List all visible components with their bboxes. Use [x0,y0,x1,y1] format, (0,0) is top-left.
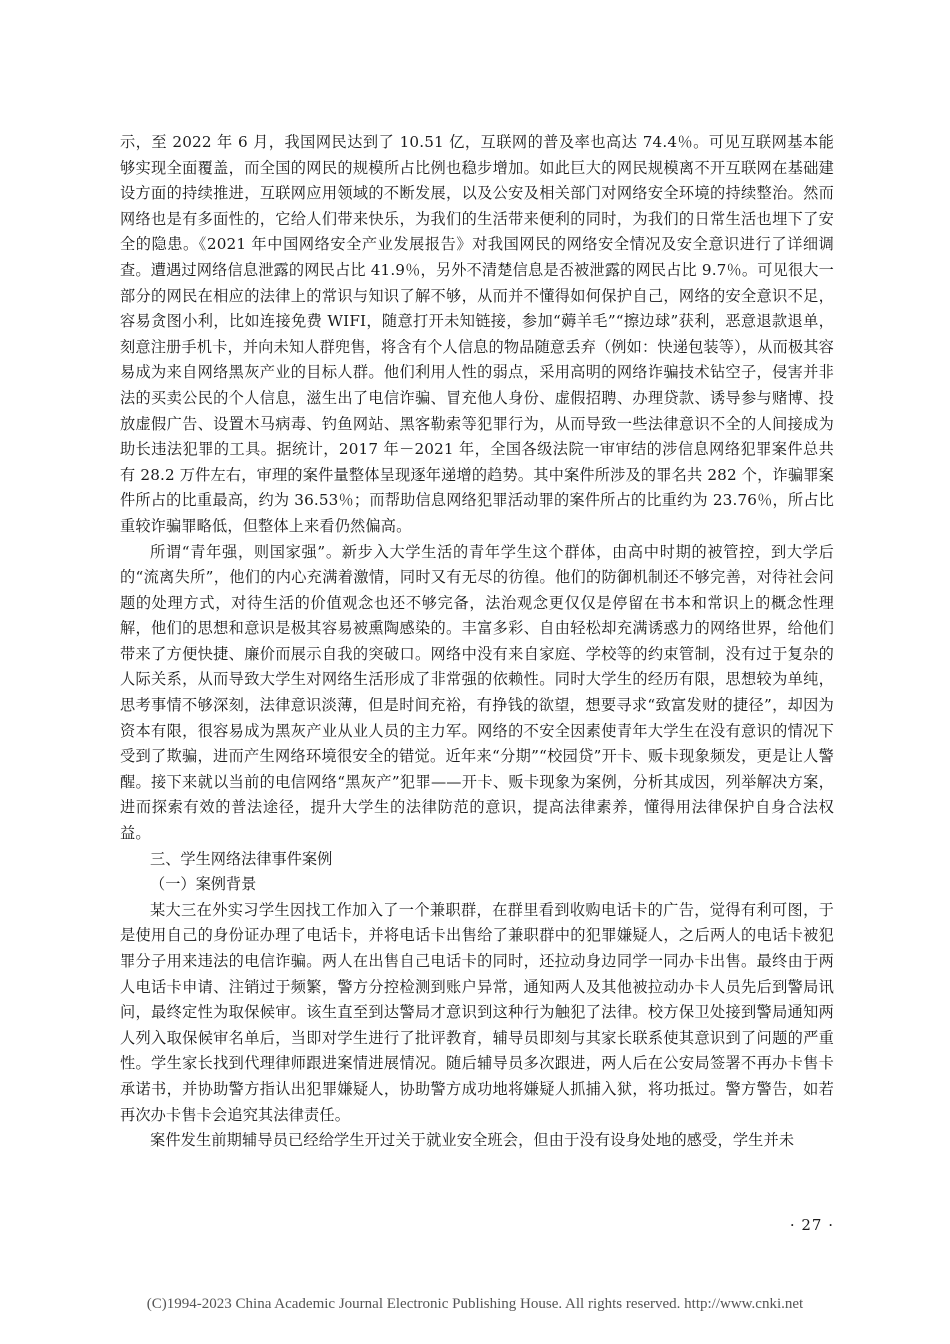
paragraph-case: 某大三在外实习学生因找工作加入了一个兼职群，在群里看到收购电话卡的广告，觉得有利可图，于是使用自己的身份证办理了电话卡，并将电话卡出售给了兼职群中的犯罪嫌疑人，之后两人的电话卡被犯罪分子用来违法的电信诈骗。两人在出售自己电话卡的同时，还拉动身边同学一同办卡出售。最终由于两人电话卡申请、注销过于频繁，警方分控检测到账户异常，通知两人及其他被拉动办卡人员先后到警局讯问，最终定性为取保候审。该生直至到达警局才意识到这种行为触犯了法律。校方保卫处接到警局通知两人列入取保候审名单后，当即对学生进行了批评教育，辅导员即刻与其家长联系使其意识到了问题的严重性。学生家长找到代理律师跟进案情进展情况。随后辅导员多次跟进，两人后在公安局签署不再办卡售卡承诺书，并协助警方指认出犯罪嫌疑人，协助警方成功地将嫌疑人抓捕入狱，将功抵过。警方警告，如若再次办卡售卡会追究其法律责任。 [120,900,834,1124]
paragraph-youth: 所谓“青年强，则国家强”。新步入大学生活的青年学生这个群体，由高中时期的被管控，到大学后的“流离失所”，他们的内心充满着激情，同时又有无尽的彷徨。他们的防御机制还不够完善，对待社会问题的处理方式，对待生活的价值观念也还不够完备，法治观念更仅仅是停留在书本和常识上的概念性理解，他们的思想和意识是极其容易被熏陶感染的。丰富多彩、自由轻松却充满诱惑力的网络世界，给他们带来了方便快捷、廉价而展示自我的突破口。网络中没有来自家庭、学校等的约束管制，没有过于复杂的人际关系，从而导致大学生对网络生活形成了非常强的依赖性。同时大学生的经历有限，思想较为单纯，思考事情不够深刻，法律意识淡薄，但是时间充裕，有挣钱的欲望，想要寻求“致富发财的捷径”，却因为资本有限，很容易成为黑灰产业从业人员的主力军。网络的不安全因素使青年大学生在没有意识的情况下受到了欺骗，进而产生网络环境很安全的错觉。近年来“分期”“校园贷”开卡、贩卡现象频发，更是让人警醒。接下来就以当前的电信网络“黑灰产”犯罪——开卡、贩卡现象为案例，分析其成因，列举解决方案，进而探索有效的普法途径，提升大学生的法律防范的意识，提高法律素养，懂得用法律保护自身合法权益。 [120,542,834,843]
section-heading: 三、学生网络法律事件案例 [150,849,333,868]
page-number: · 27 · [789,1216,834,1234]
paragraph-continued: 示，至 2022 年 6 月，我国网民达到了 10.51 亿，互联网的普及率也高达 74.4％。可见互联网基本能够实现全面覆盖，而全国的网民的规模所占比例也稳步增加。如此巨大的网民规模离不开互联网在基础建设方面的持续推进，互联网应用领域的不断发展，以及公安及相关部门对网络安全环境的持续整治。然而网络也是有多面性的，它给人们带来快乐，为我们的生活带来便利的同时，为我们的日常生活也埋下了安全的隐患。《2021 年中国网络安全产业发展报告》对我国网民的网络安全情况及安全意识进行了详细调查。遭遇过网络信息泄露的网民占比 41.9％，另外不清楚信息是否被泄露的网民占比 9.7％。可见很大一部分的网民在相应的法律上的常识与知识了解不够，从而并不懂得如何保护自己，网络的安全意识不足，容易贪图小利，比如连接免费 WIFI，随意打开未知链接，参加“薅羊毛”“擦边球”获利，恶意退款退单，刻意注册手机卡，并向未知人群兜售，将含有个人信息的物品随意丢弃（例如：快递包装等），从而极其容易成为来自网络黑灰产业的目标人群。他们利用人性的弱点，采用高明的网络诈骗技术钻空子，侵害并非法的买卖公民的个人信息，滋生出了电信诈骗、冒充他人身份、虚假招聘、办理贷款、诱导参与赌博、投放虚假广告、设置木马病毒、钓鱼网站、黑客勒索等犯罪行为，从而导致一些法律意识不全的人间接成为助长违法犯罪的工具。据统计，2017 年－2021 年，全国各级法院一审审结的涉信息网络犯罪案件总共有 28.2 万件左右，审理的案件量整体呈现逐年递增的趋势。其中案件所涉及的罪名共 282 个，诈骗罪案件所占的比重最高，约为 36.53％；而帮助信息网络犯罪活动罪的案件所占的比重约为 23.76％，所占比重较诈骗罪略低，但整体上来看仍然偏高。 [120,133,834,535]
page-body [120,130,834,1154]
paragraph-followup: 案件发生前期辅导员已经给学生开过关于就业安全班会，但由于没有设身处地的感受，学生并未 [150,1131,795,1150]
copyright-notice: (C)1994-2023 China Academic Journal Electronic Publishing House. All rights reserved. http://www.cnki.net [146,1296,804,1312]
subsection-heading: （一）案例背景 [150,875,257,894]
